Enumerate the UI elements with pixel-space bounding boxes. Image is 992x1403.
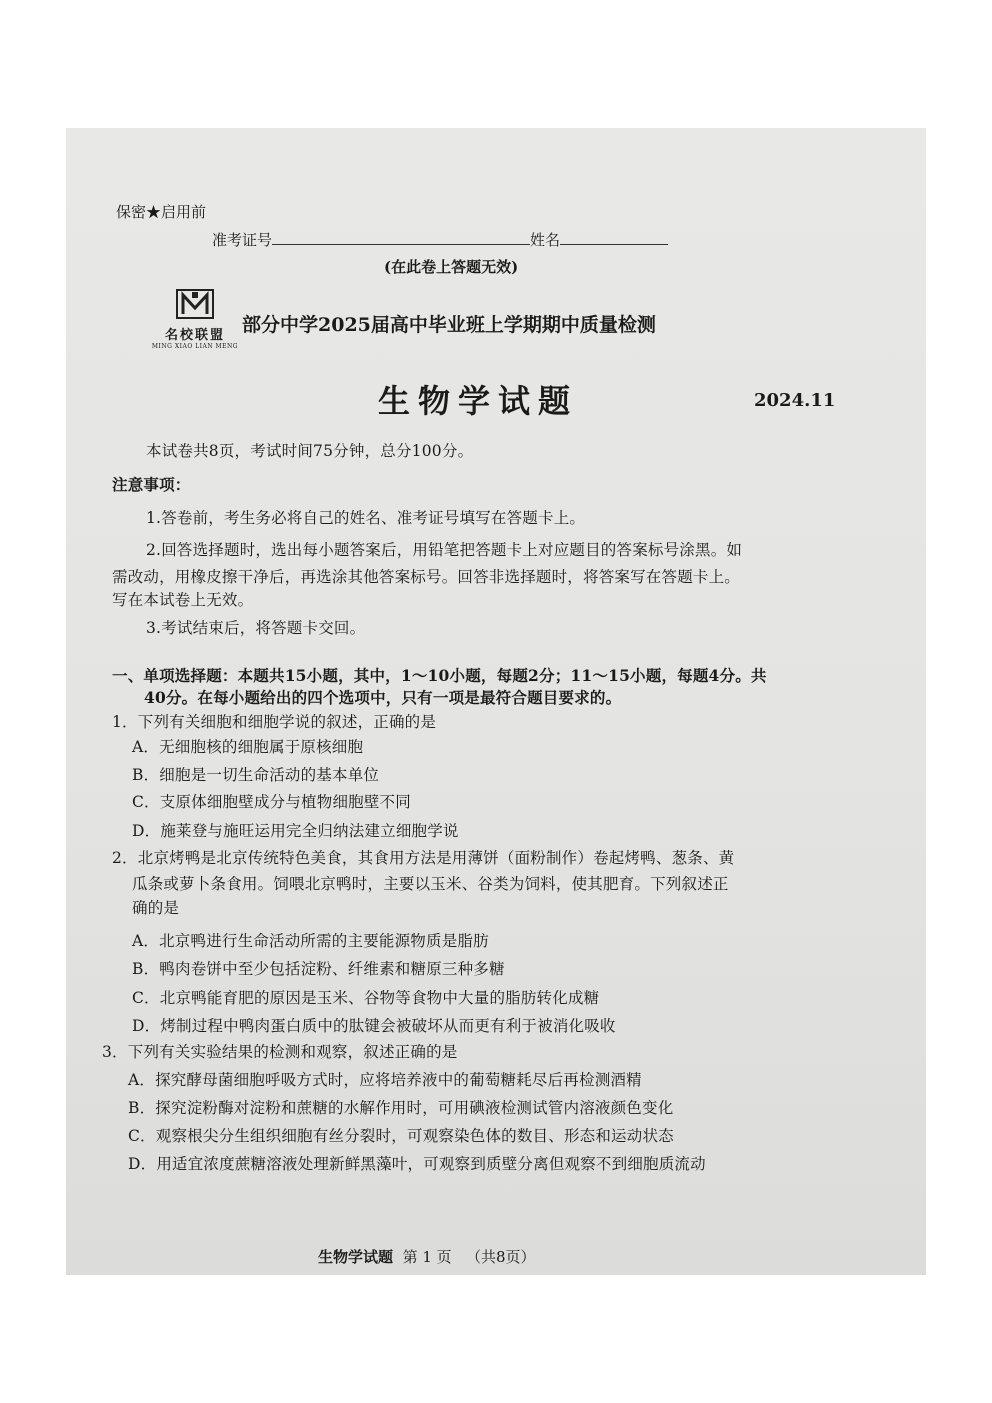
exam-title: 生物学试题 <box>378 382 579 420</box>
answer-option: A．探究酵母菌细胞呼吸方式时，应将培养液中的葡萄糖耗尽后再检测酒精 <box>128 1071 642 1089</box>
answer-option: B．鸭肉卷饼中至少包括淀粉、纤维素和糖原三种多糖 <box>132 960 505 978</box>
note-line: 1.答卷前，考生务必将自己的姓名、准考证号填写在答题卡上。 <box>146 509 586 527</box>
page-footer <box>318 1246 536 1267</box>
confidential-label: 保密★启用前 <box>116 203 207 221</box>
footer-page: 第 1 页 <box>402 1248 452 1266</box>
answer-option: D．施莱登与施旺运用完全归纳法建立细胞学说 <box>132 822 459 840</box>
question-stem-cont: 瓜条或萝卜条食用。饲喂北京鸭时，主要以玉米、谷类为饲料，使其肥育。下列叙述正 <box>132 875 729 893</box>
answer-option: D．用适宜浓度蔗糖溶液处理新鲜黑藻叶，可观察到质壁分离但观察不到细胞质流动 <box>128 1155 706 1173</box>
footer-subject: 生物学试题 <box>318 1248 394 1266</box>
question-stem: 2．北京烤鸭是北京传统特色美食，其食用方法是用薄饼（面粉制作）卷起烤鸭、葱条、黄 <box>112 849 735 867</box>
note-line: 写在本试卷上无效。 <box>112 591 254 609</box>
answer-option: B．细胞是一切生命活动的基本单位 <box>132 766 380 784</box>
question-stem: 1．下列有关细胞和细胞学说的叙述，正确的是 <box>112 713 437 731</box>
answer-option: A．北京鸭进行生命活动所需的主要能源物质是脂肪 <box>132 932 489 950</box>
notes-heading: 注意事项： <box>112 475 191 494</box>
note-line: 3.考试结束后，将答题卡交回。 <box>146 619 366 637</box>
section-heading-cont: 40分。在每小题给出的四个选项中，只有一项是最符合题目要求的。 <box>144 688 622 707</box>
answer-option: C．支原体细胞壁成分与植物细胞壁不同 <box>132 793 411 811</box>
answer-option: C．北京鸭能育肥的原因是玉米、谷物等食物中大量的脂肪转化成糖 <box>132 989 600 1007</box>
invalid-note: (在此卷上答题无效) <box>384 258 519 276</box>
exam-paper <box>66 128 926 1275</box>
exam-number-label: 准考证号 <box>212 231 273 249</box>
name-blank <box>560 230 668 245</box>
alliance-logo <box>150 288 240 350</box>
exam-date: 2024.11 <box>754 390 836 411</box>
logo-pinyin: MING XIAO LIAN MENG <box>151 343 239 350</box>
question-stem: 3．下列有关实验结果的检测和观察，叙述正确的是 <box>102 1043 458 1061</box>
logo-chinese: 名校联盟 <box>164 328 225 343</box>
section-heading: 一、单项选择题：本题共15小题，其中，1～10小题，每题2分；11～15小题，每题4分。共 <box>112 666 767 685</box>
answer-option: A．无细胞核的细胞属于原核细胞 <box>132 738 364 756</box>
note-line: 2.回答选择题时，选出每小题答案后，用铅笔把答题卡上对应题目的答案标号涂黑。如 <box>146 541 743 559</box>
exam-subtitle: 部分中学2025届高中毕业班上学期期中质量检测 <box>242 314 656 336</box>
note-line: 需改动，用橡皮擦干净后，再选涂其他答案标号。回答非选择题时，将答案写在答题卡上。 <box>112 568 741 586</box>
question-stem-cont: 确的是 <box>132 899 180 917</box>
exam-intro: 本试卷共8页，考试时间75分钟，总分100分。 <box>146 442 474 460</box>
logo-emblem-icon <box>175 288 215 320</box>
exam-number-blank <box>272 230 530 245</box>
name-label: 姓名 <box>530 231 561 249</box>
answer-option: B．探究淀粉酶对淀粉和蔗糖的水解作用时，可用碘液检测试管内溶液颜色变化 <box>128 1099 674 1117</box>
footer-total: （共8页） <box>465 1248 536 1266</box>
candidate-info-row <box>212 229 668 250</box>
answer-option: D．烤制过程中鸭肉蛋白质中的肽键会被破坏从而更有利于被消化吸收 <box>132 1017 616 1035</box>
answer-option: C．观察根尖分生组织细胞有丝分裂时，可观察染色体的数目、形态和运动状态 <box>128 1127 674 1145</box>
